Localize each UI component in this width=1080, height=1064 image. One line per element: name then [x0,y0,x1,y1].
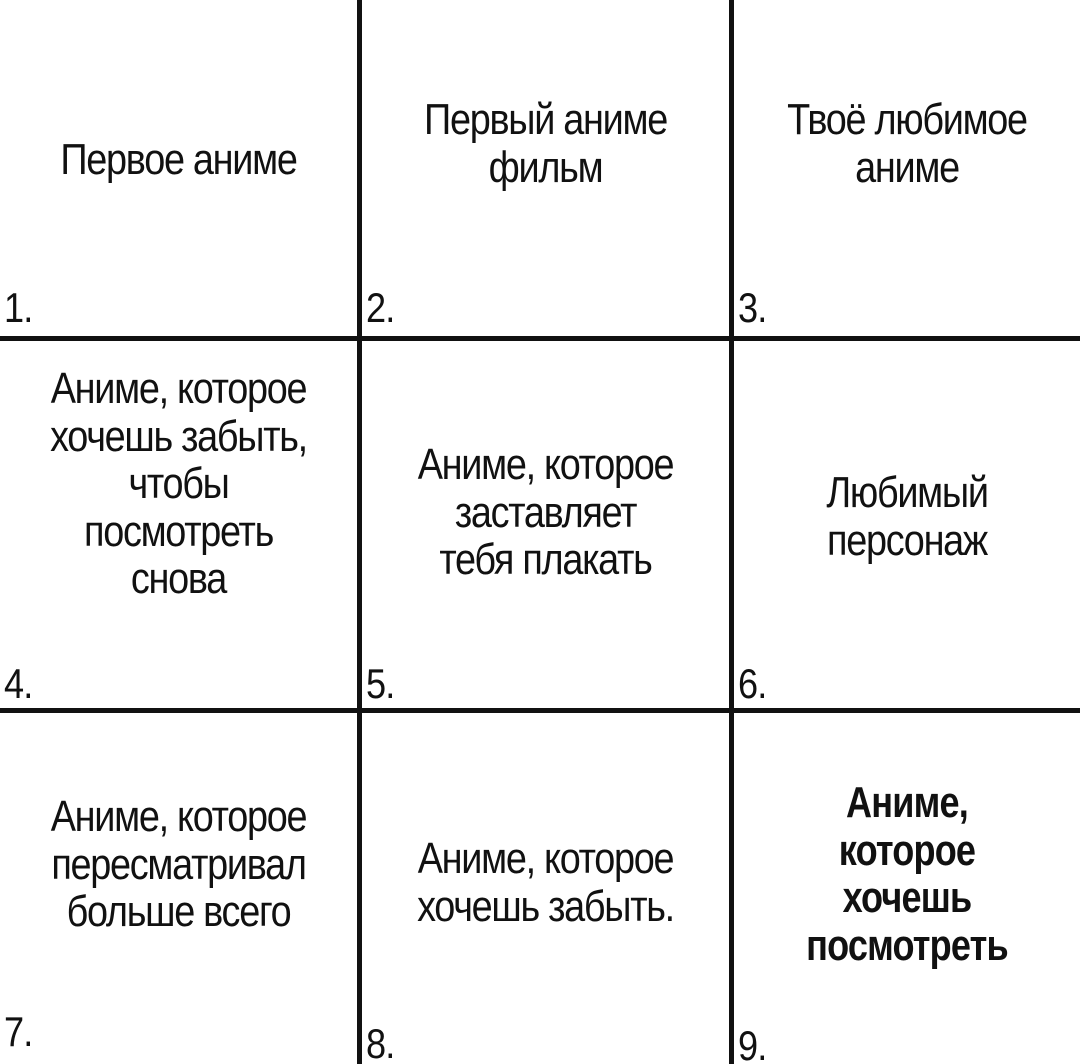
grid-cell-2 [362,0,729,336]
cell-caption: Твоё любимое аниме [787,95,1027,192]
grid-cell-3 [734,0,1080,336]
cell-caption: Любимый персонаж [826,468,988,565]
cell-caption: Первое аниме [60,135,297,184]
cell-number: 3. [738,284,767,331]
grid-cell-5 [362,341,729,708]
cell-caption: Аниме, которое хочешь забыть. [417,834,674,931]
cell-caption: Первый аниме фильм [424,95,667,192]
grid-cell-1 [0,0,357,336]
cell-caption: Аниме, которое заставляет тебя плакать [417,440,674,585]
cell-caption: Аниме, которое пересматривал больше всего [50,792,307,937]
grid-cell-7 [0,713,357,1064]
cell-caption: Аниме, которое хочешь посмотреть [806,778,1008,970]
cell-number: 8. [366,1020,395,1064]
cell-number: 5. [366,660,395,707]
grid-cell-6 [734,341,1080,708]
cell-caption: Аниме, которое хочешь забыть, чтобы посмотреть снова [50,364,307,604]
cell-number: 1. [4,284,33,331]
grid-cell-9 [734,713,1080,1064]
grid-cell-4 [0,341,357,708]
cell-number: 7. [4,1008,33,1055]
cell-number: 2. [366,284,395,331]
cell-number: 4. [4,660,33,707]
cell-number: 6. [738,660,767,707]
grid-cell-8 [362,713,729,1064]
cell-number: 9. [738,1022,767,1064]
